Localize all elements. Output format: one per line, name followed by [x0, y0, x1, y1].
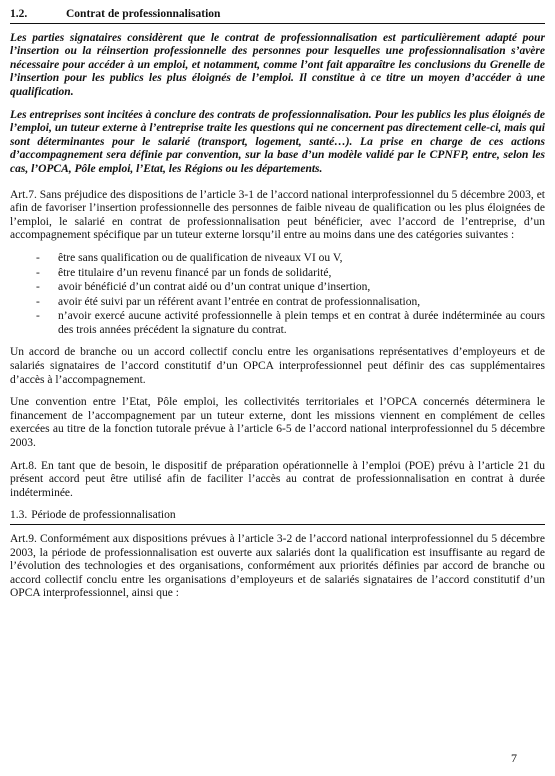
article-7-criteria-list: [10, 252, 545, 338]
section-heading-1-2: [10, 8, 545, 24]
article-7-paragraph: Art.7. Sans préjudice des dispositions de l’article 3-1 de l’accord national interprofessionnel du 5 décembre 2003, et afin de favoriser l’insertion professionnelle des personnes de faible niveau de qualification ou les plus éloignées de l’emploi, le salarié en contrat de professionnalisation peut bénéficier, avec l’accord de l’entreprise, d’un accompagnement spécifique par un tuteur externe lorsqu’il entre au moins dans une des catégories suivantes :: [10, 188, 545, 242]
list-item: - avoir bénéficié d’un contrat aidé ou d’un contrat unique d’insertion,: [36, 281, 371, 294]
branch-agreement-paragraph: Un accord de branche ou un accord collectif conclu entre les organisations représentatives d’employeurs et de salariés signataires de l’accord constitutif d’un OPCA interprofessionnel peut définir des cas supplémentaires d’accès à l’accompagnement.: [10, 346, 545, 386]
intro-paragraph-1: Les parties signataires considèrent que le contrat de professionnalisation est particulièrement adapté pour l’insertion ou la réinsertion professionnelle des personnes pour lesquelles une professionnalisation s’avère nécessaire pour accéder à un emploi, et notamment, comme l’ont fait apparaître les conclusions du Grenelle de l’insertion pour les publics les plus éloignés de l’emploi. Il constitue à ce titre un moyen d’accéder à une qualification.: [10, 31, 545, 98]
list-item: - être sans qualification ou de qualification de niveaux VI ou V,: [36, 251, 343, 264]
section-heading-1-3: [10, 509, 545, 525]
list-item: - avoir été suivi par un référent avant l’entrée en contrat de professionnalisation,: [36, 295, 421, 308]
section-title-text: Contrat de professionnalisation: [66, 8, 221, 20]
list-item: - être titulaire d’un revenu financé par un fonds de solidarité,: [36, 266, 332, 279]
page-number: 7: [511, 751, 517, 766]
intro-block: [10, 32, 545, 177]
convention-paragraph: Une convention entre l’Etat, Pôle emploi, les collectivités territoriales et l’OPCA concernés déterminera le financement de l’accompagnement par un tuteur externe, dont les missions viennent en complément de celles exercées au titre de la fonction tutorale prévue à l’article 6-5 de l’accord national interprofessionnel du 5 décembre 2003.: [10, 396, 545, 450]
section-title-text: Période de professionnalisation: [31, 509, 176, 522]
section-number: 1.3.: [10, 509, 28, 522]
article-9-paragraph: Art.9. Conformément aux dispositions prévues à l’article 3-2 de l’accord national interprofessionnel du 5 décembre 2003, la période de professionnalisation est ouverte aux salariés dont la qualification est insuffisante au regard de l’évolution des technologies et des organisations, conformément aux priorités définies par accord de branche ou accord collectif conclu entre les organisations d’employeurs et de salariés signataires de l’accord constitutif d’un OPCA interprofessionnel, ainsi que :: [10, 533, 545, 600]
list-item: - n’avoir exercé aucune activité professionnelle à plein temps et en contrat à durée indéterminée au cours des trois années précédent la signature du contrat.: [36, 310, 545, 336]
section-number: 1.2.: [10, 8, 28, 20]
article-8-paragraph: Art.8. En tant que de besoin, le dispositif de préparation opérationnelle à l’emploi (POE) prévu à l’article 21 du présent accord peut être utilisé afin de faciliter l’accès au contrat de professionnalisation en contrat à durée indéterminée.: [10, 459, 545, 499]
intro-paragraph-2: Les entreprises sont incitées à conclure des contrats de professionnalisation. Pour les publics les plus éloignés de l’emploi, un tuteur externe à l’entreprise traite les questions qui ne concernent pas directement celle-ci, mais qui sont déterminantes pour le salarié (transport, logement, santé…). La prise en charge de ces actions d’accompagnement sera définie par convention, sur la base d’un modèle validé par le CPNFP, entre, selon les cas, l’OPCA, Pôle emploi, l’Etat, les Régions ou les départements.: [10, 108, 545, 175]
